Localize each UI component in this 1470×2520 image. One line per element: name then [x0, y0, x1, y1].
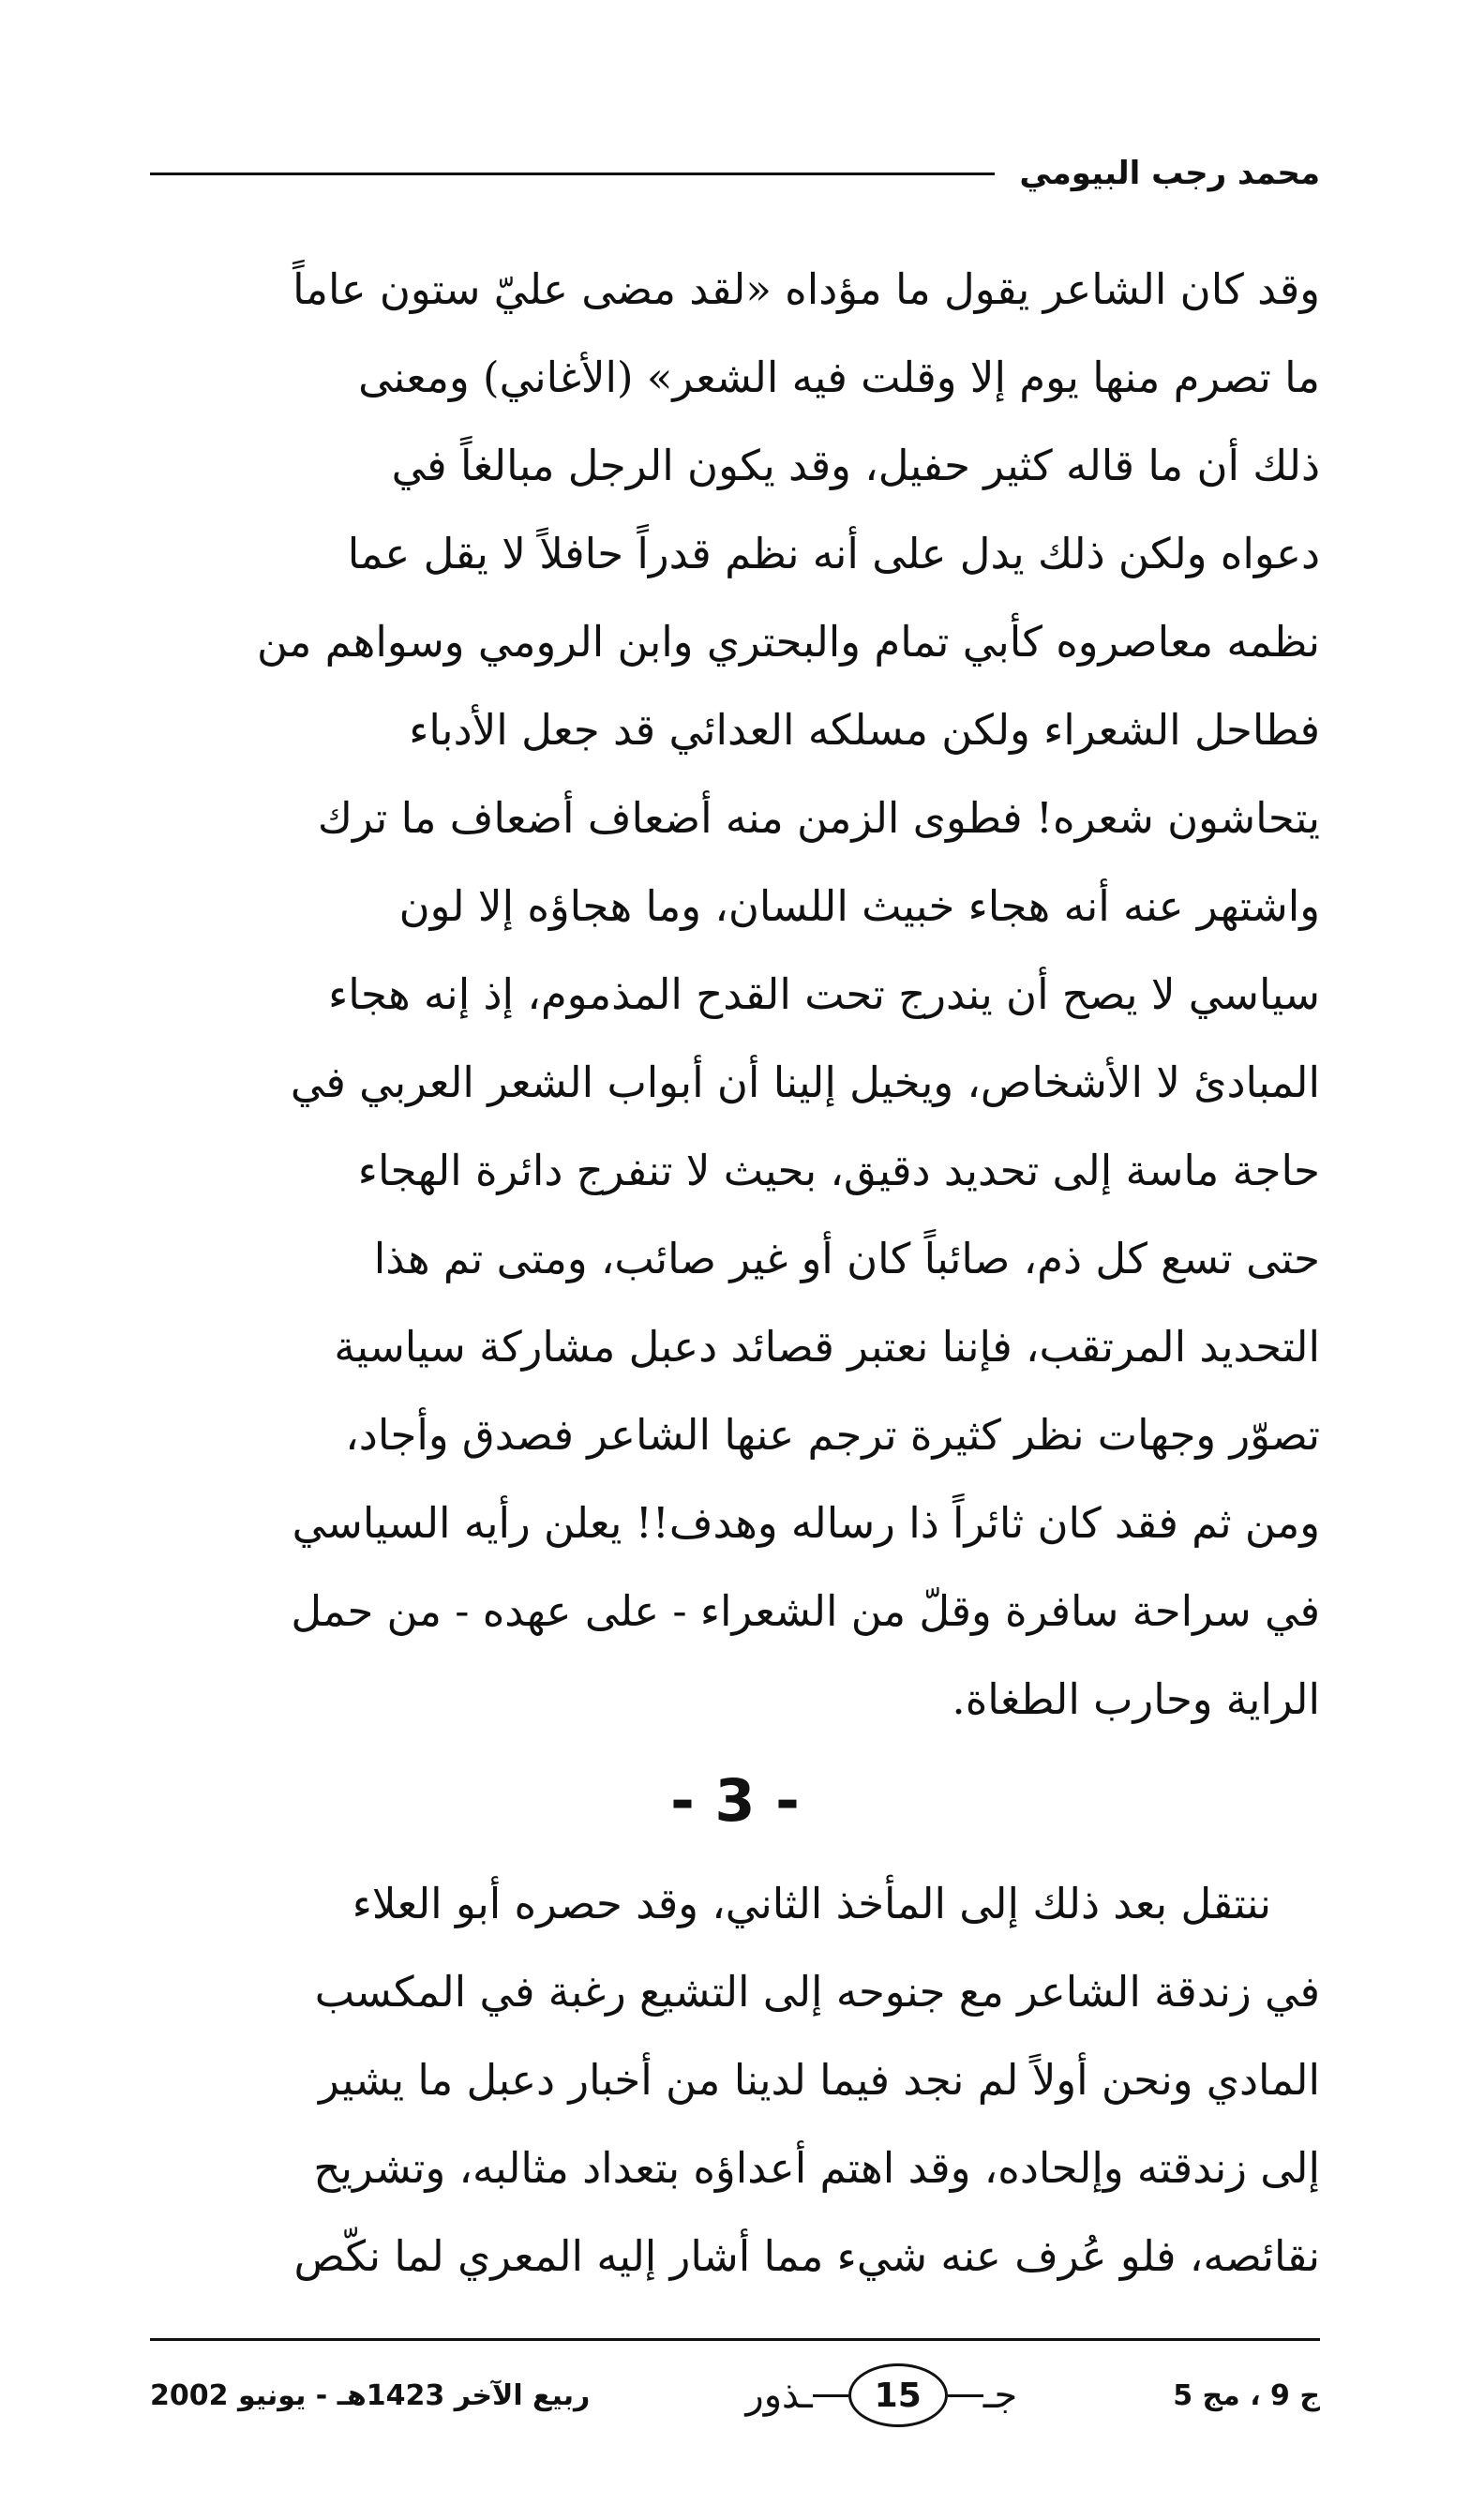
footer-rule: [150, 2338, 1320, 2341]
text-line: حتى تسع كل ذم، صائباً كان أو غير صائب، ومتى تم هذا: [373, 1234, 1320, 1283]
footer-issue-volume: ج 9 ، مج 5: [1173, 2378, 1320, 2412]
text-line: فطاحل الشعراء ولكن مسلكه العدائي قد جعل الأدباء: [409, 705, 1320, 755]
text-line: الراية وحارب الطغاة.: [952, 1674, 1320, 1724]
text-line: إلى زندقته وإلحاده، وقد اهتم أعداؤه بتعداد مثالبه، وتشريح: [313, 2143, 1320, 2193]
text-line: سياسي لا يصح أن يندرج تحت القدح المذموم، إذ إنه هجاء: [328, 969, 1320, 1019]
text-line: المادي ونحن أولاً لم نجد فيما لدينا من أخبار دعبل ما يشير: [319, 2055, 1320, 2105]
text-line: تصوّر وجهات نظر كثيرة ترجم عنها الشاعر فصدق وأجاد،: [345, 1410, 1320, 1460]
text-line: ما تصرم منها يوم إلا وقلت فيه الشعر» (الأغاني) ومعنى: [358, 352, 1320, 402]
text-line: المبادئ لا الأشخاص، ويخيل إلينا أن أبواب الشعر العربي في: [290, 1058, 1320, 1107]
journal-connector-line: [813, 2394, 848, 2397]
page-footer: [150, 2353, 1320, 2438]
page-number: 15: [848, 2363, 948, 2427]
journal-name-part-left: ـذور: [745, 2374, 813, 2417]
text-line: نقائصه، فلو عُرف عنه شيء مما أشار إليه المعري لما نكّص: [293, 2231, 1320, 2281]
text-line: وقد كان الشاعر يقول ما مؤداه «لقد مضى عليّ ستون عاماً: [292, 264, 1320, 314]
footer-date: ربيع الآخر 1423هـ - يونيو 2002: [150, 2378, 591, 2412]
paragraph-section-3: [150, 1860, 1320, 2301]
section-number: - 3 -: [670, 1766, 800, 1835]
text-line: دعواه ولكن ذلك يدل على أنه نظم قدراً حافلاً لا يقل عما: [347, 529, 1320, 578]
header-rule: [150, 172, 995, 175]
text-line: حاجة ماسة إلى تحديد دقيق، بحيث لا تنفرج دائرة الهجاء: [357, 1146, 1320, 1195]
text-line: نظمه معاصروه كأبي تمام والبحتري وابن الرومي وسواهم من: [257, 617, 1320, 667]
running-header: [150, 141, 1320, 206]
text-line: يتحاشون شعره! فطوى الزمن منه أضعاف أضعاف ما ترك: [317, 793, 1320, 843]
journal-connector-line: [948, 2394, 983, 2397]
journal-name-part-right: جـ: [982, 2374, 1018, 2417]
text-line: واشتهر عنه أنه هجاء خبيث اللسان، وما هجاؤه إلا لون: [398, 881, 1320, 931]
paragraph-section-2-end: [150, 246, 1320, 1744]
text-line: في زندقة الشاعر مع جنوحه إلى التشيع رغبة في المكسب: [314, 1967, 1320, 2017]
text-line: التحديد المرتقب، فإننا نعتبر قصائد دعبل مشاركة سياسية: [334, 1322, 1320, 1372]
text-line: ذلك أن ما قاله كثير حفيل، وقد يكون الرجل مبالغاً في: [391, 441, 1320, 490]
journal-name-with-page-number: [745, 2363, 1017, 2427]
text-line: ننتقل بعد ذلك إلى المأخذ الثاني، وقد حصره أبو العلاء: [352, 1879, 1271, 1928]
text-line: ومن ثم فقد كان ثائراً ذا رساله وهدف!! يعلن رأيه السياسي: [292, 1498, 1320, 1548]
text-line: في سراحة سافرة وقلّ من الشعراء - على عهده - من حمل: [291, 1586, 1320, 1636]
header-author-name: محمد رجب البيومي: [1019, 155, 1320, 192]
body-text: [150, 246, 1320, 2301]
